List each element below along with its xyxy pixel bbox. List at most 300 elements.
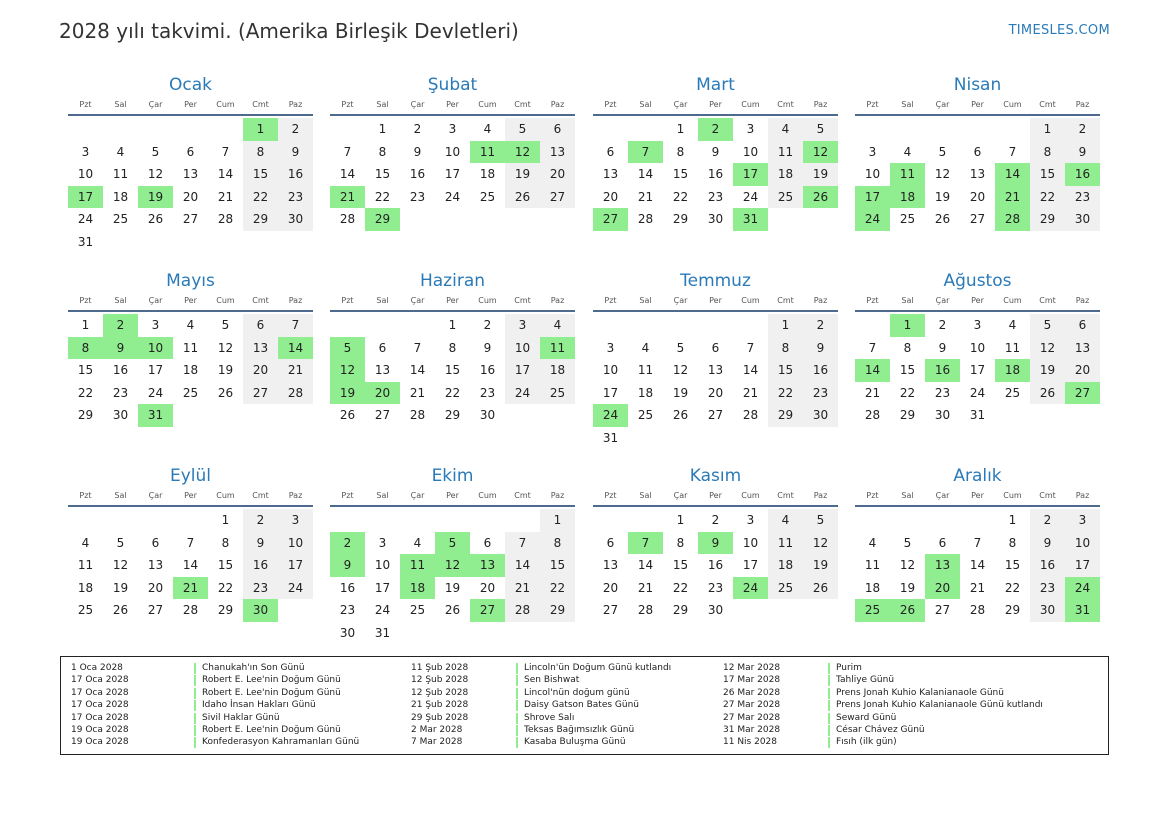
holiday-day-cell: 31 (733, 208, 768, 231)
empty-day-cell (628, 509, 663, 532)
weekday-label: Cum (216, 296, 235, 305)
day-cell: 2 (938, 318, 947, 332)
week-row (593, 208, 838, 231)
day-cell: 20 (540, 163, 575, 186)
day-cell: 11 (182, 340, 199, 355)
day-cell: 27 (540, 186, 575, 209)
day-cell: 13 (602, 167, 619, 181)
weekday-label: Çar (935, 296, 950, 305)
week-row (68, 208, 313, 231)
empty-day-cell (540, 208, 575, 231)
page-title: 2028 yılı takvimi. (Amerika Birleşik Devletleri) (59, 19, 519, 43)
legend-date: 12 Şub 2028 (411, 687, 469, 698)
holiday-day-cell: 13 (470, 554, 505, 577)
weekday-label: Cmt (1039, 296, 1056, 305)
day-cell: 25 (768, 186, 803, 209)
day-cell: 17 (505, 359, 540, 382)
weekday-label: Cum (741, 100, 760, 109)
day-cell: 19 (934, 189, 951, 204)
day-cell: 17 (602, 385, 619, 400)
day-cell: 12 (217, 340, 234, 355)
day-cell: 15 (374, 167, 391, 181)
day-cell: 12 (1030, 337, 1065, 360)
day-cell: 20 (602, 580, 619, 595)
legend-date: 27 Mar 2028 (723, 700, 781, 711)
day-cell: 24 (278, 577, 313, 600)
day-cell: 7 (505, 532, 540, 555)
day-cell: 19 (505, 163, 540, 186)
day-cell: 26 (147, 212, 164, 226)
holiday-day-cell: 19 (138, 186, 173, 209)
legend-marker (516, 663, 518, 674)
day-cell: 9 (483, 340, 492, 355)
legend-holiday-name: Konfederasyon Kahramanları Günü (202, 737, 360, 748)
day-cell: 15 (899, 363, 916, 377)
day-cell: 23 (339, 603, 356, 617)
month-rule (68, 114, 313, 116)
day-cell: 8 (540, 532, 575, 555)
weekday-label: Cmt (514, 296, 531, 305)
month-block (593, 71, 838, 231)
day-cell: 29 (899, 408, 916, 422)
day-cell: 1 (81, 318, 90, 332)
legend-holiday-name: Chanukah'ın Son Günü (202, 663, 305, 673)
legend-marker (516, 713, 518, 724)
holiday-day-cell: 14 (855, 359, 890, 382)
day-cell: 2 (1030, 509, 1065, 532)
day-cell: 30 (479, 408, 496, 422)
empty-day-cell (593, 509, 628, 532)
day-cell: 31 (969, 408, 986, 422)
empty-day-cell (138, 509, 173, 532)
legend-date: 27 Mar 2028 (723, 712, 781, 723)
day-cell: 6 (186, 144, 195, 159)
day-cell: 24 (77, 212, 94, 226)
week-row (68, 141, 313, 164)
empty-day-cell (330, 118, 365, 141)
legend-holiday-name: Shrove Salı (524, 712, 575, 723)
week-row (593, 314, 838, 337)
day-cell: 26 (505, 186, 540, 209)
weekday-label: Cum (741, 491, 760, 500)
legend-date: 17 Oca 2028 (71, 687, 129, 698)
day-cell: 18 (768, 163, 803, 186)
legend-marker (194, 700, 196, 711)
day-cell: 20 (707, 385, 724, 400)
empty-day-cell (925, 509, 960, 532)
day-cell: 8 (1008, 535, 1017, 550)
holiday-day-cell: 9 (698, 532, 733, 555)
day-cell: 23 (243, 577, 278, 600)
day-cell: 23 (112, 385, 129, 400)
legend-date: 12 Şub 2028 (411, 675, 469, 686)
day-cell: 2 (243, 509, 278, 532)
day-cell: 16 (803, 359, 838, 382)
week-row (330, 382, 575, 405)
day-cell: 15 (1004, 558, 1021, 572)
day-cell: 15 (672, 558, 689, 572)
week-row (593, 532, 838, 555)
day-cell: 4 (540, 314, 575, 337)
weekday-label: Çar (410, 491, 425, 500)
legend-holiday-name: Seward Günü (836, 712, 897, 723)
day-cell: 27 (182, 212, 199, 226)
day-cell: 20 (602, 189, 619, 204)
day-cell: 17 (969, 363, 986, 377)
empty-day-cell (400, 509, 435, 532)
weekday-label: Sal (376, 100, 389, 109)
day-cell: 18 (182, 363, 199, 377)
day-cell: 27 (147, 603, 164, 617)
day-cell: 26 (112, 603, 129, 617)
day-cell: 7 (221, 144, 230, 159)
holiday-day-cell: 31 (1065, 599, 1100, 622)
day-cell: 12 (934, 167, 951, 181)
legend-marker (194, 713, 196, 724)
day-cell: 4 (1008, 318, 1017, 332)
holiday-day-cell: 9 (330, 554, 365, 577)
day-cell: 11 (768, 141, 803, 164)
legend-marker (828, 663, 830, 674)
holiday-day-cell: 27 (1065, 382, 1100, 405)
day-cell: 25 (77, 603, 94, 617)
week-row (593, 577, 838, 600)
day-cell: 17 (374, 580, 391, 595)
legend-holiday-name: Idaho İnsan Hakları Günü (202, 700, 316, 711)
day-cell: 28 (217, 212, 234, 226)
day-cell: 16 (479, 363, 496, 377)
empty-day-cell (435, 208, 470, 231)
day-cell: 8 (378, 144, 387, 159)
weekday-label: Per (184, 296, 197, 305)
empty-day-cell (733, 314, 768, 337)
holiday-day-cell: 5 (330, 337, 365, 360)
week-row (593, 359, 838, 382)
day-cell: 30 (934, 408, 951, 422)
day-cell: 21 (217, 189, 234, 204)
weekday-label: Per (709, 491, 722, 500)
day-cell: 8 (448, 340, 457, 355)
month-block (330, 71, 575, 231)
weekday-label: Paz (550, 100, 565, 109)
empty-day-cell (505, 622, 540, 645)
empty-day-cell (400, 208, 435, 231)
day-cell: 26 (217, 385, 234, 400)
day-cell: 10 (505, 337, 540, 360)
empty-day-cell (768, 599, 803, 622)
day-cell: 23 (1065, 186, 1100, 209)
day-cell: 15 (444, 363, 461, 377)
weekday-label: Pzt (79, 491, 92, 500)
day-cell: 14 (505, 554, 540, 577)
day-cell: 27 (969, 212, 986, 226)
day-cell: 2 (413, 122, 422, 136)
day-cell: 30 (278, 208, 313, 231)
holiday-day-cell: 18 (400, 577, 435, 600)
day-cell: 7 (746, 340, 755, 355)
week-row (593, 337, 838, 360)
day-cell: 29 (77, 408, 94, 422)
week-row (68, 382, 313, 405)
day-cell: 14 (409, 363, 426, 377)
week-row (593, 163, 838, 186)
day-cell: 26 (934, 212, 951, 226)
month-name: Ekim (431, 466, 474, 486)
day-cell: 16 (1030, 554, 1065, 577)
weekday-label: Cum (478, 100, 497, 109)
holiday-day-cell: 17 (733, 163, 768, 186)
holiday-day-cell: 10 (138, 337, 173, 360)
weekday-label: Paz (550, 491, 565, 500)
day-cell: 31 (77, 234, 94, 249)
weekday-label: Paz (1075, 296, 1090, 305)
weekday-label: Paz (1075, 491, 1090, 500)
day-cell: 21 (505, 577, 540, 600)
day-cell: 2 (711, 513, 720, 527)
legend-holiday-name: Purim (836, 663, 862, 673)
day-cell: 25 (1004, 385, 1021, 400)
empty-day-cell (593, 314, 628, 337)
weekday-label: Paz (288, 100, 303, 109)
legend-holiday-name: Prens Jonah Kuhio Kalanianaole Günü (836, 687, 1004, 698)
day-cell: 9 (803, 337, 838, 360)
legend-marker (194, 725, 196, 736)
day-cell: 21 (637, 189, 654, 204)
weekday-label: Cmt (252, 296, 269, 305)
day-cell: 28 (182, 603, 199, 617)
legend-date: 2 Mar 2028 (411, 724, 463, 735)
day-cell: 22 (217, 580, 234, 595)
month-rule (330, 310, 575, 312)
empty-day-cell (138, 118, 173, 141)
day-cell: 23 (1030, 577, 1065, 600)
week-row (593, 118, 838, 141)
day-cell: 18 (540, 359, 575, 382)
holiday-day-cell: 14 (995, 163, 1030, 186)
day-cell: 30 (112, 408, 129, 422)
day-cell: 4 (903, 144, 912, 159)
empty-day-cell (663, 314, 698, 337)
weekday-label: Cum (1003, 491, 1022, 500)
day-cell: 6 (151, 535, 160, 550)
day-cell: 9 (278, 141, 313, 164)
day-cell: 1 (768, 314, 803, 337)
day-cell: 3 (278, 509, 313, 532)
day-cell: 24 (374, 603, 391, 617)
day-cell: 6 (711, 340, 720, 355)
day-cell: 4 (81, 535, 90, 550)
holiday-day-cell: 17 (855, 186, 890, 209)
day-cell: 12 (803, 532, 838, 555)
week-row (330, 118, 575, 141)
day-cell: 3 (378, 535, 387, 550)
week-row (855, 118, 1100, 141)
day-cell: 10 (1065, 532, 1100, 555)
week-row (330, 577, 575, 600)
day-cell: 30 (1030, 599, 1065, 622)
week-row (855, 186, 1100, 209)
day-cell: 16 (243, 554, 278, 577)
day-cell: 6 (606, 144, 615, 159)
weekday-label: Sal (901, 296, 914, 305)
day-cell: 27 (602, 603, 619, 617)
day-cell: 5 (903, 535, 912, 550)
month-rule (330, 114, 575, 116)
legend-marker (828, 725, 830, 736)
empty-day-cell (330, 314, 365, 337)
week-row (855, 599, 1100, 622)
empty-day-cell (470, 622, 505, 645)
legend-holiday-name: Robert E. Lee'nin Doğum Günü (202, 724, 341, 735)
day-cell: 28 (969, 603, 986, 617)
empty-day-cell (995, 118, 1030, 141)
holiday-day-cell: 12 (330, 359, 365, 382)
day-cell: 9 (938, 340, 947, 355)
brand-link[interactable]: TIMESLES.COM (1008, 23, 1110, 38)
empty-day-cell (243, 231, 278, 254)
legend-holiday-name: Sen Bishwat (524, 675, 580, 686)
holiday-day-cell: 26 (803, 186, 838, 209)
holiday-day-cell: 8 (68, 337, 103, 360)
legend-date: 1 Oca 2028 (71, 663, 123, 673)
day-cell: 13 (969, 167, 986, 181)
day-cell: 29 (444, 408, 461, 422)
day-cell: 11 (864, 558, 881, 572)
holiday-day-cell: 9 (103, 337, 138, 360)
day-cell: 4 (186, 318, 195, 332)
day-cell: 22 (672, 580, 689, 595)
day-cell: 10 (444, 144, 461, 159)
day-cell: 13 (540, 141, 575, 164)
day-cell: 8 (676, 535, 685, 550)
day-cell: 29 (1030, 208, 1065, 231)
empty-day-cell (68, 509, 103, 532)
day-cell: 13 (374, 363, 391, 377)
month-rule (855, 114, 1100, 116)
day-cell: 29 (768, 404, 803, 427)
day-cell: 1 (1008, 513, 1017, 527)
week-row (330, 208, 575, 231)
empty-day-cell (855, 509, 890, 532)
month-name: Temmuz (680, 271, 751, 291)
legend-date: 7 Mar 2028 (411, 737, 463, 748)
week-row (68, 532, 313, 555)
day-cell: 29 (243, 208, 278, 231)
month-block (330, 267, 575, 427)
day-cell: 27 (374, 408, 391, 422)
day-cell: 7 (868, 340, 877, 355)
day-cell: 28 (637, 603, 654, 617)
holiday-day-cell: 18 (890, 186, 925, 209)
week-row (855, 337, 1100, 360)
day-cell: 18 (768, 554, 803, 577)
legend-date: 12 Mar 2028 (723, 663, 781, 673)
day-cell: 19 (444, 580, 461, 595)
empty-day-cell (278, 231, 313, 254)
day-cell: 14 (969, 558, 986, 572)
weekday-label: Çar (673, 491, 688, 500)
weekday-label: Çar (410, 100, 425, 109)
month-rule (593, 505, 838, 507)
empty-day-cell (803, 427, 838, 450)
legend-date: 11 Şub 2028 (411, 663, 469, 673)
holiday-day-cell: 27 (470, 599, 505, 622)
legend-holiday-name: Sivil Haklar Günü (202, 712, 280, 723)
holiday-day-cell: 12 (803, 141, 838, 164)
day-cell: 22 (899, 385, 916, 400)
day-cell: 5 (803, 118, 838, 141)
day-cell: 25 (479, 189, 496, 204)
empty-day-cell (365, 509, 400, 532)
day-cell: 19 (1030, 359, 1065, 382)
holiday-day-cell: 2 (330, 532, 365, 555)
weekday-header (855, 96, 1100, 114)
empty-day-cell (470, 509, 505, 532)
legend-holiday-name: Teksas Bağımsızlık Günü (524, 724, 635, 735)
legend-holiday-name: Lincoln'ün Doğum Günü kutlandı (524, 663, 672, 673)
weekday-label: Paz (1075, 100, 1090, 109)
holiday-day-cell: 24 (593, 404, 628, 427)
weekday-label: Çar (935, 491, 950, 500)
day-cell: 22 (1004, 580, 1021, 595)
empty-day-cell (890, 509, 925, 532)
day-cell: 9 (413, 144, 422, 159)
empty-day-cell (138, 231, 173, 254)
day-cell: 5 (116, 535, 125, 550)
week-row (68, 314, 313, 337)
week-row (68, 359, 313, 382)
legend-date: 17 Oca 2028 (71, 700, 129, 711)
holiday-day-cell: 21 (330, 186, 365, 209)
day-cell: 1 (676, 122, 685, 136)
month-name: Nisan (953, 75, 1002, 95)
legend-holiday-name: Kasaba Buluşma Günü (524, 737, 626, 748)
day-cell: 7 (973, 535, 982, 550)
weekday-label: Çar (935, 100, 950, 109)
legend-holiday-name: Fısıh (ilk gün) (836, 737, 897, 748)
day-cell: 6 (606, 535, 615, 550)
month-rule (593, 310, 838, 312)
empty-day-cell (698, 427, 733, 450)
empty-day-cell (995, 404, 1030, 427)
day-cell: 27 (243, 382, 278, 405)
day-cell: 23 (409, 189, 426, 204)
empty-day-cell (505, 208, 540, 231)
legend-holiday-name: Robert E. Lee'nin Doğum Günü (202, 687, 341, 698)
empty-day-cell (628, 314, 663, 337)
legend-date: 17 Oca 2028 (71, 675, 129, 686)
weekday-label: Cmt (514, 491, 531, 500)
weekday-label: Per (971, 100, 984, 109)
day-cell: 25 (768, 577, 803, 600)
day-cell: 6 (243, 314, 278, 337)
legend-holiday-name: Robert E. Lee'nin Doğum Günü (202, 675, 341, 686)
day-cell: 20 (147, 580, 164, 595)
weekday-label: Pzt (341, 491, 354, 500)
week-row (855, 163, 1100, 186)
week-row (855, 577, 1100, 600)
month-block (593, 462, 838, 622)
day-cell: 22 (1030, 186, 1065, 209)
day-cell: 6 (1065, 314, 1100, 337)
day-cell: 5 (938, 144, 947, 159)
holiday-day-cell: 1 (243, 118, 278, 141)
weekday-label: Paz (813, 296, 828, 305)
day-cell: 1 (378, 122, 387, 136)
empty-day-cell (208, 404, 243, 427)
day-cell: 3 (973, 318, 982, 332)
day-cell: 11 (1004, 340, 1021, 355)
